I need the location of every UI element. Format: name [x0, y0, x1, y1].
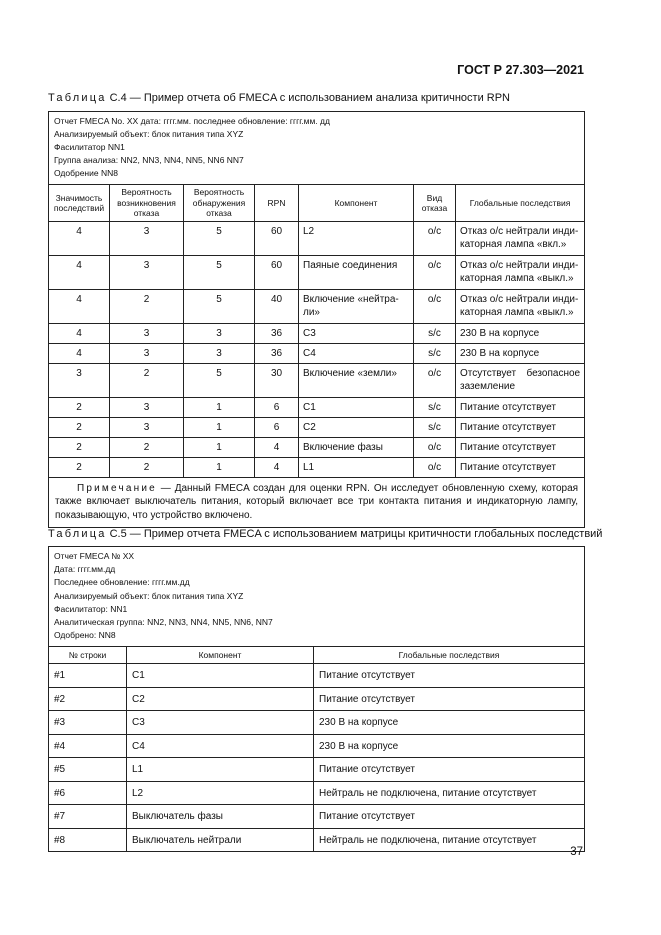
column-header: Вид отказа	[414, 185, 456, 222]
effect-line: каторная лампа «выкл.»	[460, 273, 574, 284]
occurrence-cell: 3	[110, 344, 184, 364]
severity-cell: 2	[49, 438, 110, 458]
component-cell: L1	[299, 458, 414, 478]
table-row	[49, 805, 585, 829]
component-cell: L2	[299, 222, 414, 256]
column-header: RPN	[255, 185, 299, 222]
effect-line: Питание отсутствует	[460, 442, 556, 453]
severity-cell: 2	[49, 418, 110, 438]
component-cell: L2	[127, 781, 314, 805]
severity-cell: 4	[49, 290, 110, 324]
row-number-cell: #1	[49, 664, 127, 688]
effect-line: Питание отсутствует	[460, 422, 556, 433]
effect-line: заземление	[460, 381, 516, 392]
rpn-cell: 40	[255, 290, 299, 324]
effect-line: 230 В на корпусе	[460, 328, 540, 339]
failure-mode-cell: s/c	[414, 398, 456, 418]
detection-cell: 1	[184, 458, 255, 478]
severity-cell: 2	[49, 458, 110, 478]
component-cell: С4	[127, 734, 314, 758]
component-cell: С4	[299, 344, 414, 364]
effect-line: Отказ о/с нейтрали инди-	[460, 226, 579, 237]
table-c4-meta-row	[49, 112, 585, 185]
column-header: Компонент	[299, 185, 414, 222]
component-cell: Включение фазы	[299, 438, 414, 458]
global-effect-cell: 230 В на корпусе	[314, 734, 585, 758]
global-effect-cell	[456, 398, 585, 418]
global-effect-cell	[456, 222, 585, 256]
failure-mode-cell: о/с	[414, 458, 456, 478]
rpn-cell: 30	[255, 364, 299, 398]
detection-cell: 1	[184, 438, 255, 458]
rpn-cell: 60	[255, 222, 299, 256]
effect-line: Отсутствует безопасное	[460, 368, 581, 379]
table-c4-note-row	[49, 478, 585, 528]
component-cell: С3	[127, 711, 314, 735]
table-c5-caption-text: С.5 — Пример отчета FMECA с использованием матрицы критичности глобальных последствий	[106, 528, 603, 540]
table-c5-caption	[48, 528, 602, 540]
table-row	[49, 324, 585, 344]
effect-line: Питание отсутствует	[460, 462, 556, 473]
table-row	[49, 418, 585, 438]
table-c4-meta	[49, 112, 585, 185]
component-cell: Выключатель фазы	[127, 805, 314, 829]
effect-line: Отказ о/с нейтрали инди-	[460, 294, 579, 305]
detection-cell: 5	[184, 364, 255, 398]
meta-line: Дата: гггг.мм.дд	[54, 564, 116, 575]
table-row	[49, 398, 585, 418]
row-number-cell: #2	[49, 687, 127, 711]
global-effect-cell	[456, 438, 585, 458]
severity-cell: 4	[49, 344, 110, 364]
rpn-cell: 6	[255, 418, 299, 438]
page-number: 37	[570, 846, 583, 858]
global-effect-cell	[456, 364, 585, 398]
table-row	[49, 758, 585, 782]
table-row	[49, 734, 585, 758]
meta-line: Одобрено: NN8	[54, 630, 116, 641]
table-c4-caption	[48, 92, 510, 104]
meta-line: Группа анализа: NN2, NN3, NN4, NN5, NN6 NN7	[54, 155, 244, 165]
document-code: ГОСТ Р 27.303—2021	[457, 63, 584, 77]
table-row	[49, 290, 585, 324]
failure-mode-cell: о/с	[414, 222, 456, 256]
meta-line: Одобрение NN8	[54, 168, 118, 178]
failure-mode-cell: о/с	[414, 290, 456, 324]
rpn-cell: 4	[255, 458, 299, 478]
failure-mode-cell: s/c	[414, 418, 456, 438]
row-number-cell: #4	[49, 734, 127, 758]
detection-cell: 3	[184, 324, 255, 344]
table-c5-meta-row	[49, 547, 585, 647]
occurrence-cell: 3	[110, 418, 184, 438]
meta-line: Последнее обновление: гггг.мм.дд	[54, 577, 190, 588]
global-effect-cell: Питание отсутствует	[314, 687, 585, 711]
severity-cell: 2	[49, 398, 110, 418]
occurrence-cell: 3	[110, 256, 184, 290]
meta-line: Отчет FMECA No. XX дата: гггг.мм. последнее обновление: гггг.мм. дд	[54, 116, 330, 126]
meta-line: Фасилитатор NN1	[54, 142, 125, 152]
row-number-cell: #7	[49, 805, 127, 829]
column-header: Вероятность возникновения отказа	[110, 185, 184, 222]
global-effect-cell: Нейтраль не подключена, питание отсутствует	[314, 781, 585, 805]
severity-cell: 3	[49, 364, 110, 398]
rpn-cell: 4	[255, 438, 299, 458]
severity-cell: 4	[49, 256, 110, 290]
table-c4-caption-label: Таблица	[48, 92, 107, 104]
detection-cell: 1	[184, 418, 255, 438]
failure-mode-cell: о/с	[414, 438, 456, 458]
failure-mode-cell: о/с	[414, 364, 456, 398]
rpn-cell: 36	[255, 324, 299, 344]
global-effect-cell: Питание отсутствует	[314, 664, 585, 688]
global-effect-cell: Питание отсутствует	[314, 805, 585, 829]
meta-line: Анализируемый объект: блок питания типа XYZ	[54, 129, 244, 139]
meta-line: Анализируемый объект: блок питания типа XYZ	[54, 590, 244, 601]
detection-cell: 5	[184, 256, 255, 290]
component-cell: С2	[299, 418, 414, 438]
detection-cell: 1	[184, 398, 255, 418]
component-cell: С2	[127, 687, 314, 711]
occurrence-cell: 3	[110, 398, 184, 418]
fmeca-matrix-table	[48, 546, 585, 852]
column-header: Глобальные последствия	[314, 647, 585, 664]
table-row	[49, 256, 585, 290]
occurrence-cell: 2	[110, 290, 184, 324]
column-header: Компонент	[127, 647, 314, 664]
table-row	[49, 344, 585, 364]
global-effect-cell	[456, 256, 585, 290]
occurrence-cell: 2	[110, 458, 184, 478]
effect-line: каторная лампа «вкл.»	[460, 239, 567, 250]
note-label: Примечание	[77, 483, 157, 494]
effect-line: 230 В на корпусе	[460, 348, 540, 359]
effect-line: каторная лампа «выкл.»	[460, 307, 574, 318]
occurrence-cell: 3	[110, 324, 184, 344]
effect-line: Питание отсутствует	[460, 402, 556, 413]
fmeca-rpn-table	[48, 111, 585, 528]
column-header: Глобальные последствия	[456, 185, 585, 222]
global-effect-cell	[456, 344, 585, 364]
table-c5-header-row	[49, 647, 585, 664]
severity-cell: 4	[49, 222, 110, 256]
component-cell: С1	[127, 664, 314, 688]
component-cell: L1	[127, 758, 314, 782]
row-number-cell: #5	[49, 758, 127, 782]
occurrence-cell: 2	[110, 364, 184, 398]
detection-cell: 5	[184, 222, 255, 256]
note-text: — Данный FMECA создан для оценки RPN. Он исследует обновленную схему, которая также включает выключатель питания, который включает все три контакта питания и индикаторную лампу, показывающую, что устройство включено.	[55, 483, 579, 521]
column-header: Значимость последствий	[49, 185, 110, 222]
table-c5-meta	[49, 547, 585, 647]
failure-mode-cell: s/c	[414, 324, 456, 344]
effect-line: Отказ о/с нейтрали инди-	[460, 260, 579, 271]
table-c4-note	[49, 478, 585, 528]
column-header: № строки	[49, 647, 127, 664]
global-effect-cell	[456, 290, 585, 324]
global-effect-cell: Питание отсутствует	[314, 758, 585, 782]
component-cell: С3	[299, 324, 414, 344]
table-row	[49, 438, 585, 458]
table-row	[49, 828, 585, 852]
table-row	[49, 364, 585, 398]
global-effect-cell: Нейтраль не подключена, питание отсутствует	[314, 828, 585, 852]
meta-line: Аналитическая группа: NN2, NN3, NN4, NN5, NN6, NN7	[54, 617, 273, 628]
component-cell: Выключатель нейтрали	[127, 828, 314, 852]
component-cell: С1	[299, 398, 414, 418]
occurrence-cell: 2	[110, 438, 184, 458]
global-effect-cell	[456, 458, 585, 478]
component-cell: Включение «земли»	[299, 364, 414, 398]
rpn-cell: 6	[255, 398, 299, 418]
row-number-cell: #3	[49, 711, 127, 735]
failure-mode-cell: о/с	[414, 256, 456, 290]
table-row	[49, 687, 585, 711]
meta-line: Отчет FMECA № XX	[54, 551, 135, 561]
severity-cell: 4	[49, 324, 110, 344]
failure-mode-cell: s/c	[414, 344, 456, 364]
table-row	[49, 458, 585, 478]
global-effect-cell: 230 В на корпусе	[314, 711, 585, 735]
global-effect-cell	[456, 324, 585, 344]
occurrence-cell: 3	[110, 222, 184, 256]
rpn-cell: 60	[255, 256, 299, 290]
meta-line: Фасилитатор: NN1	[54, 603, 128, 614]
component-cell: Паяные соединения	[299, 256, 414, 290]
row-number-cell: #8	[49, 828, 127, 852]
row-number-cell: #6	[49, 781, 127, 805]
column-header: Вероятность обнаружения отказа	[184, 185, 255, 222]
table-c5-caption-label: Таблица	[48, 528, 107, 540]
table-row	[49, 222, 585, 256]
global-effect-cell	[456, 418, 585, 438]
table-c4-caption-text: С.4 — Пример отчета об FMECA с использованием анализа критичности RPN	[106, 92, 510, 104]
detection-cell: 3	[184, 344, 255, 364]
table-row	[49, 781, 585, 805]
rpn-cell: 36	[255, 344, 299, 364]
table-c4-header-row	[49, 185, 585, 222]
detection-cell: 5	[184, 290, 255, 324]
component-cell: Включение «нейтра-ли»	[299, 290, 414, 324]
table-row	[49, 711, 585, 735]
table-row	[49, 664, 585, 688]
